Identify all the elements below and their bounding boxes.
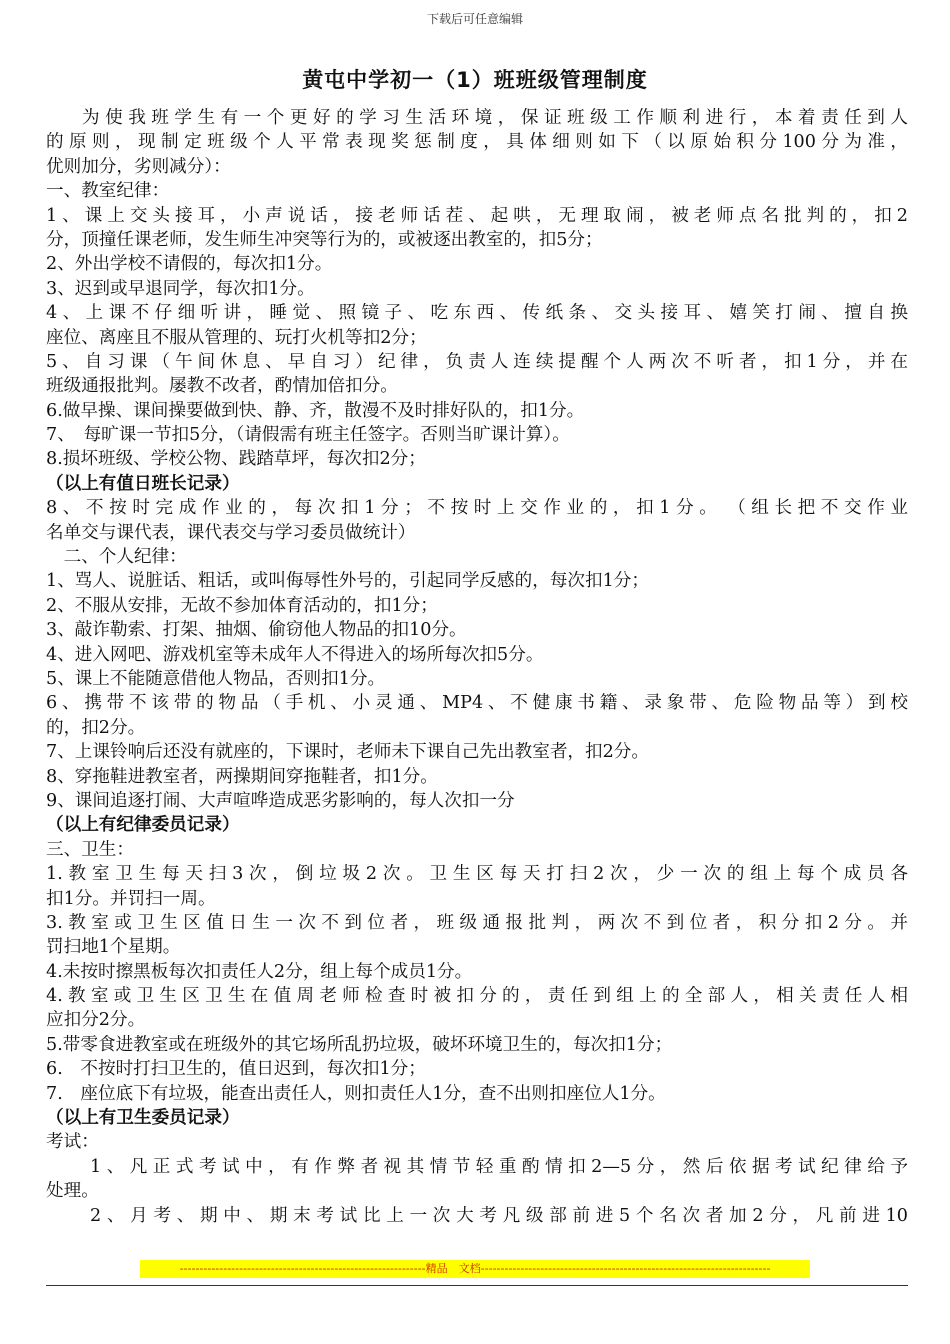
text-line: 8、不按时完成作业的，每次扣1分；不按时上交作业的，扣1分。 （组长把不交作业 bbox=[46, 498, 908, 519]
text-line: 1、凡正式考试中，有作弊者视其情节轻重酌情扣2—5分，然后依据考试纪律给予 bbox=[90, 1156, 908, 1177]
text-line: 三、卫生： bbox=[46, 839, 134, 860]
text-line: 6.做早操、课间操要做到快、静、齐，散漫不及时排好队的，扣1分。 bbox=[46, 400, 585, 421]
text-line: 为使我班学生有一个更好的学习生活环境，保证班级工作顺利进行，本着责任到人 bbox=[82, 108, 908, 128]
section-note: （以上有卫生委员记录） bbox=[46, 1108, 240, 1129]
footer-banner: --------------------------------------------------------------精品 文档------------------------------------------------------------------------- bbox=[140, 1260, 810, 1278]
text-line: 优则加分，劣则减分）： bbox=[46, 156, 231, 177]
text-line: 5、自习课（午间休息、早自习）纪律，负责人连续提醒个人两次不听者，扣1分，并在 bbox=[46, 351, 908, 372]
text-line: 2、外出学校不请假的，每次扣1分。 bbox=[46, 254, 333, 275]
text-line: 4、上课不仔细听讲，睡觉、照镜子、吃东西、传纸条、交头接耳、嬉笑打闹、擅自换 bbox=[46, 303, 908, 324]
text-line: 班级通报批判。屡教不改者，酌情加倍扣分。 bbox=[46, 376, 398, 397]
text-line: 7、上课铃响后还没有就座的，下课时，老师未下课自己先出教室者，扣2分。 bbox=[46, 742, 649, 763]
text-line: 分，顶撞任课老师，发生师生冲突等行为的，或被逐出教室的，扣5分； bbox=[46, 229, 603, 250]
text-line: 1、课上交头接耳，小声说话，接老师话茬、起哄，无理取闹，被老师点名批判的，扣2 bbox=[46, 205, 908, 226]
text-line: 8、穿拖鞋进教室者，两操期间穿拖鞋者，扣1分。 bbox=[46, 766, 438, 787]
text-line: 3、迟到或早退同学，每次扣1分。 bbox=[46, 278, 315, 299]
document-body bbox=[46, 106, 908, 1228]
text-line: 9、课间追逐打闹、大声喧哗造成恶劣影响的，每人次扣一分 bbox=[46, 790, 515, 811]
text-line: 二、个人纪律： bbox=[46, 547, 187, 568]
text-line: 一、教室纪律： bbox=[46, 181, 170, 202]
text-line: 的原则，现制定班级个人平常表现奖惩制度，具体细则如下（以原始积分100分为准， bbox=[46, 132, 908, 153]
section-note: （以上有纪律委员记录） bbox=[46, 815, 240, 836]
page-title: 黄屯中学初一（1）班班级管理制度 bbox=[302, 68, 648, 92]
section-note: （以上有值日班长记录） bbox=[46, 473, 240, 494]
text-line: 处理。 bbox=[46, 1181, 99, 1202]
text-line: 3.教室或卫生区值日生一次不到位者，班级通报批判，两次不到位者，积分扣2分。并 bbox=[46, 912, 908, 933]
text-line: 5.带零食进教室或在班级外的其它场所乱扔垃圾，破坏环境卫生的，每次扣1分； bbox=[46, 1034, 673, 1055]
text-line: 2、不服从安排，无故不参加体育活动的，扣1分； bbox=[46, 595, 438, 616]
text-line: 2、月考、期中、期末考试比上一次大考凡级部前进5个名次者加2分，凡前进10 bbox=[90, 1205, 908, 1226]
text-line: 4、进入网吧、游戏机室等未成年人不得进入的场所每次扣5分。 bbox=[46, 644, 544, 665]
text-line: 5、课上不能随意借他人物品，否则扣1分。 bbox=[46, 668, 386, 689]
text-line: 7、 每旷课一节扣5分，（请假需有班主任签字。否则当旷课计算）。 bbox=[46, 425, 570, 446]
text-line: 3、敲诈勒索、打架、抽烟、偷窃他人物品的扣10分。 bbox=[46, 620, 467, 641]
footer-divider bbox=[46, 1285, 908, 1286]
text-line: 4.未按时擦黑板每次扣责任人2分，组上每个成员1分。 bbox=[46, 961, 473, 982]
text-line: 4.教室或卫生区卫生在值周老师检查时被扣分的，责任到组上的全部人，相关责任人相 bbox=[46, 986, 908, 1007]
text-line: 应扣分2分。 bbox=[46, 1010, 146, 1031]
text-line: 7. 座位底下有垃圾，能查出责任人，则扣责任人1分，查不出则扣座位人1分。 bbox=[46, 1083, 666, 1104]
text-line: 6、携带不该带的物品（手机、小灵通、MP4、不健康书籍、录象带、危险物品等）到校 bbox=[46, 693, 908, 714]
text-line: 1、骂人、说脏话、粗话，或叫侮辱性外号的，引起同学反感的，每次扣1分； bbox=[46, 571, 649, 592]
text-line: 的，扣2分。 bbox=[46, 717, 146, 738]
text-line: 6. 不按时打扫卫生的，值日迟到，每次扣1分； bbox=[46, 1059, 426, 1080]
text-line: 考试： bbox=[46, 1132, 99, 1153]
text-line: 座位、离座且不服从管理的、玩打火机等扣2分； bbox=[46, 327, 427, 348]
text-line: 1.教室卫生每天扫3次，倒垃圾2次。卫生区每天打扫2次，少一次的组上每个成员各 bbox=[46, 864, 908, 885]
text-line: 8.损坏班级、学校公物、践踏草坪，每次扣2分； bbox=[46, 449, 426, 470]
text-line: 名单交与课代表，课代表交与学习委员做统计） bbox=[46, 522, 416, 543]
text-line: 罚扫地1个星期。 bbox=[46, 937, 181, 958]
text-line: 扣1分。并罚扫一周。 bbox=[46, 888, 216, 909]
header-note: 下载后可任意编辑 bbox=[426, 12, 523, 26]
